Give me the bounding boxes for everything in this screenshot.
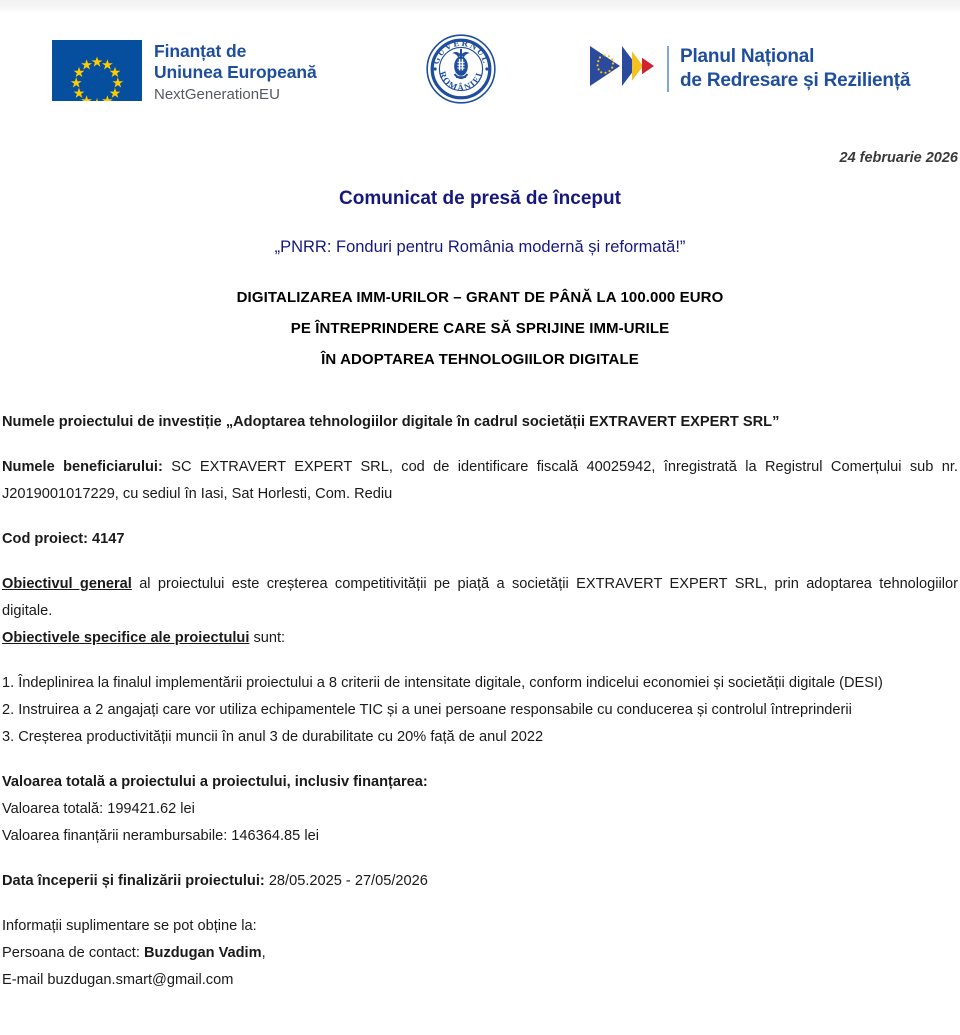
beneficiary-line (2, 454, 958, 508)
spacer (2, 751, 958, 769)
pnrr-logo-line1: Planul Național (680, 45, 815, 67)
heading-line-2: PE ÎNTREPRINDERE CARE SĂ SPRIJINE IMM-URILE (290, 320, 670, 337)
document-subtitle: „PNRR: Fonduri pentru România modernă și reformată!” (274, 238, 686, 256)
beneficiary-label: Numele beneficiarului: (2, 459, 163, 475)
government-of-romania-seal-icon (425, 33, 497, 105)
document-date: 24 februarie 2026 (839, 150, 958, 166)
project-code-line (2, 526, 958, 553)
general-objective-line (2, 571, 958, 625)
pnrr-arrows-icon (588, 42, 658, 95)
contact-person-name: Buzdugan Vadim (143, 945, 262, 961)
project-dates-value: 28/05.2025 - 27/05/2026 (264, 873, 428, 889)
project-dates-line (2, 868, 958, 895)
project-dates-label: Data începerii și finalizării proiectului: (2, 873, 265, 889)
page-title: Comunicat de presă de început (339, 188, 621, 209)
project-name-line: Numele proiectului de investiție „Adoptarea tehnologiilor digitale în cadrul societății EXTRAVERT EXPERT SRL” (2, 414, 780, 430)
spacer (2, 508, 958, 526)
document-heading-block (0, 282, 960, 375)
specific-objectives-label: Obiectivele specifice ale proiectului (2, 630, 250, 646)
general-objective-label: Obiectivul general (2, 576, 132, 592)
pnrr-divider (667, 46, 669, 92)
pnrr-logo (588, 42, 910, 95)
value-section-heading: Valoarea totală a proiectului a proiectului, inclusiv finanțarea: (2, 774, 428, 790)
eu-funding-logo (52, 40, 317, 105)
project-code-value: 4147 (87, 531, 125, 547)
contact-person-suffix: , (261, 945, 266, 961)
pnrr-logo-line2: de Redresare și Reziliență (680, 69, 911, 91)
spacer (2, 553, 958, 571)
contact-email-line: E-mail buzdugan.smart@gmail.com (2, 972, 234, 988)
logo-header (0, 28, 960, 113)
svg-text:GUVERNUL: GUVERNUL (430, 37, 492, 66)
beneficiary-value: SC EXTRAVERT EXPERT SRL, cod de identificare fiscală 40025942, înregistrată la Registrul Comerțului sub nr. J2019001017229, cu sediul în Iasi, Sat Horlesti, Com. Rediu (2, 459, 958, 502)
heading-line-1: DIGITALIZAREA IMM-URILOR – GRANT DE PÂNĂ LA 100.000 EURO (236, 289, 724, 306)
specific-objectives-value: sunt: (249, 630, 286, 646)
eu-logo-line3: NextGenerationEU (154, 86, 280, 103)
value-total-line: Valoarea totală: 199421.62 lei (2, 801, 195, 817)
press-release-document (0, 150, 960, 994)
eu-flag-icon (52, 40, 142, 101)
objective-item-2: 2. Instruirea a 2 angajați care vor utiliza echipamentele TIC și a unei persoane responsabile cu conducerea și controlul întreprinderii (2, 702, 852, 718)
contact-person-line (2, 940, 958, 967)
svg-text:ROMÂNIEI: ROMÂNIEI (437, 69, 485, 93)
eu-logo-text (154, 40, 317, 105)
eu-logo-line2: Uniunea Europeană (154, 62, 317, 82)
spacer (0, 375, 960, 409)
spacer (2, 895, 958, 913)
contact-intro-line: Informații suplimentare se pot obține la: (2, 918, 257, 934)
heading-line-3: ÎN ADOPTAREA TEHNOLOGIILOR DIGITALE (321, 351, 639, 368)
contact-person-label: Persoana de contact: (2, 945, 140, 961)
pnrr-logo-text (680, 45, 910, 93)
spacer (2, 652, 958, 670)
project-code-label: Cod proiect: (2, 531, 88, 547)
general-objective-value: al proiectului este creșterea competitivității pe piață a societății EXTRAVERT EXPERT SRL, prin adoptarea tehnologiilor digitale. (2, 576, 958, 619)
objective-item-3: 3. Creșterea productivității muncii în anul 3 de durabilitate cu 20% față de anul 2022 (2, 729, 544, 745)
objective-item-1: 1. Îndeplinirea la finalul implementării proiectului a 8 criterii de intensitate digitale, conform indicelui economiei și societății digitale (DESI) (2, 675, 883, 691)
eu-stars-icon (52, 40, 142, 101)
spacer (2, 436, 958, 454)
top-gray-band (0, 0, 960, 13)
specific-objectives-line (2, 625, 958, 652)
value-grant-line: Valoarea finanțării nerambursabile: 146364.85 lei (2, 828, 319, 844)
spacer (2, 850, 958, 868)
eu-logo-line1: Finanțat de (154, 41, 247, 61)
document-content (0, 409, 960, 994)
